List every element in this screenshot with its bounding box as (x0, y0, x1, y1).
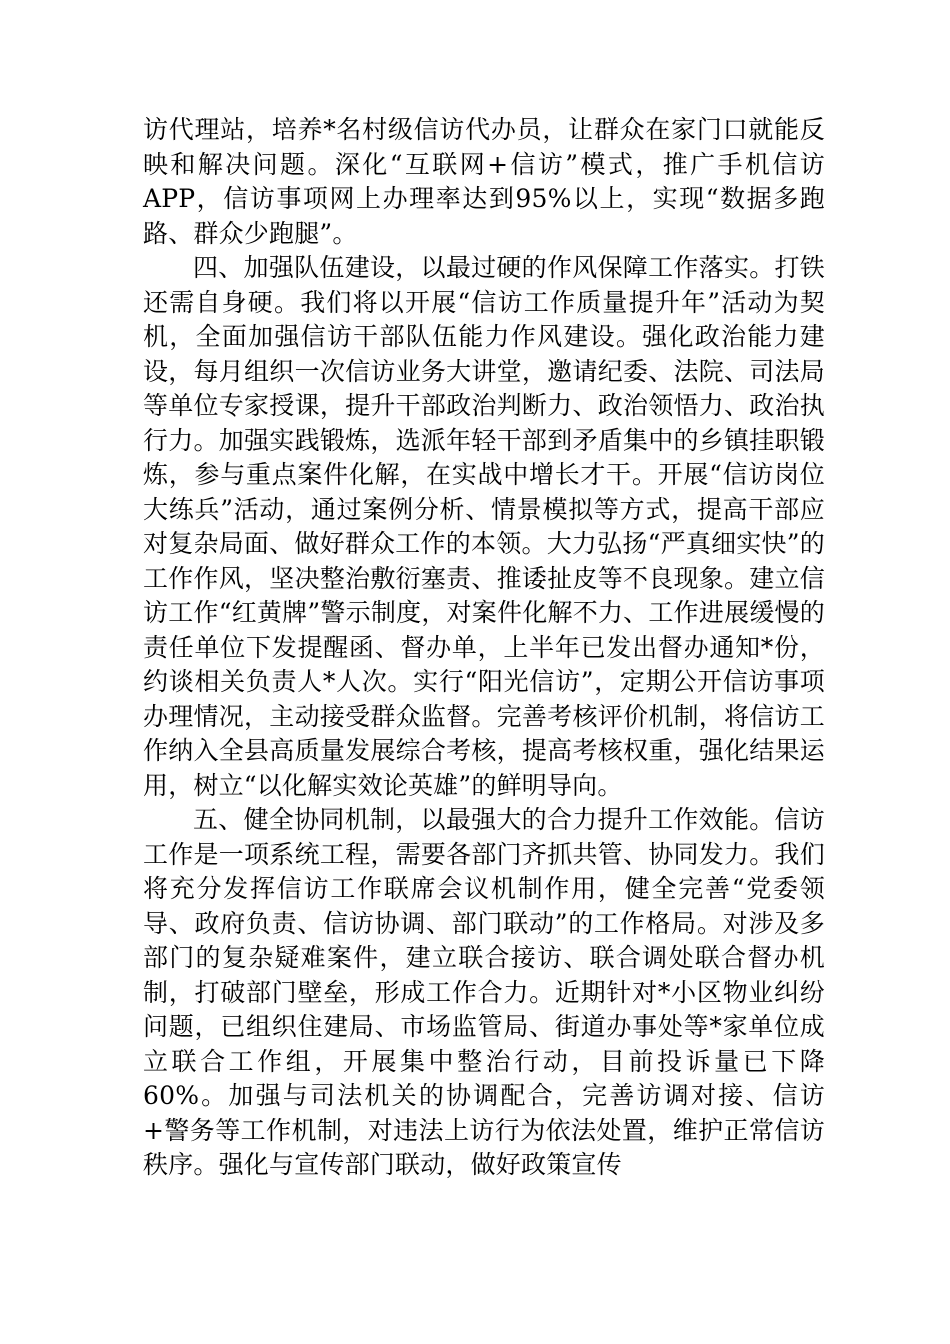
document-body (143, 113, 825, 1183)
section-five-heading: 五、健全协同机制，以最强大的合力提升工作效能。 (193, 805, 775, 834)
section-five (143, 803, 825, 1183)
section-four-body: 打铁还需自身硬。我们将以开展“信访工作质量提升年”活动为契机，全面加强信访干部队伍能力作风建设。强化政治能力建设，每月组织一次信访业务大讲堂，邀请纪委、法院、司法局等单位专家授课，提升干部政治判断力、政治领悟力、政治执行力。加强实践锻炼，选派年轻干部到矛盾集中的乡镇挂职锻炼，参与重点案件化解，在实战中增长才干。开展“信访岗位大练兵”活动，通过案例分析、情景模拟等方式，提高干部应对复杂局面、做好群众工作的本领。大力弘扬“严真细实快”的工作作风，坚决整治敷衍塞责、推诿扯皮等不良现象。建立信访工作“红黄牌”警示制度，对案件化解不力、工作进展缓慢的责任单位下发提醒函、督办单，上半年已发出督办通知*份，约谈相关负责人*人次。实行“阳光信访”，定期公开信访事项办理情况，主动接受群众监督。完善考核评价机制，将信访工作纳入全县高质量发展综合考核，提高考核权重，强化结果运用，树立“以化解实效论英雄”的鲜明导向。 (143, 253, 825, 800)
section-four-heading: 四、加强队伍建设，以最过硬的作风保障工作落实。 (193, 253, 775, 282)
section-five-body: 信访工作是一项系统工程，需要各部门齐抓共管、协同发力。我们将充分发挥信访工作联席会议机制作用，健全完善“党委领导、政府负责、信访协调、部门联动”的工作格局。对涉及多部门的复杂疑难案件，建立联合接访、联合调处联合督办机制，打破部门壁垒，形成工作合力。近期针对*小区物业纠纷问题，已组织住建局、市场监管局、街道办事处等*家单位成立联合工作组，开展集中整治行动，目前投诉量已下降60%。加强与司法机关的协调配合，完善访调对接、信访+警务等工作机制，对违法上访行为依法处置，维护正常信访秩序。强化与宣传部门联动，做好政策宣传 (143, 805, 825, 1179)
paragraph-intro: 访代理站，培养*名村级信访代办员，让群众在家门口就能反映和解决问题。深化“互联网+信访”模式，推广手机信访APP，信访事项网上办理率达到95%以上，实现“数据多跑路、群众少跑腿”。 (143, 115, 825, 248)
section-four (143, 251, 825, 803)
